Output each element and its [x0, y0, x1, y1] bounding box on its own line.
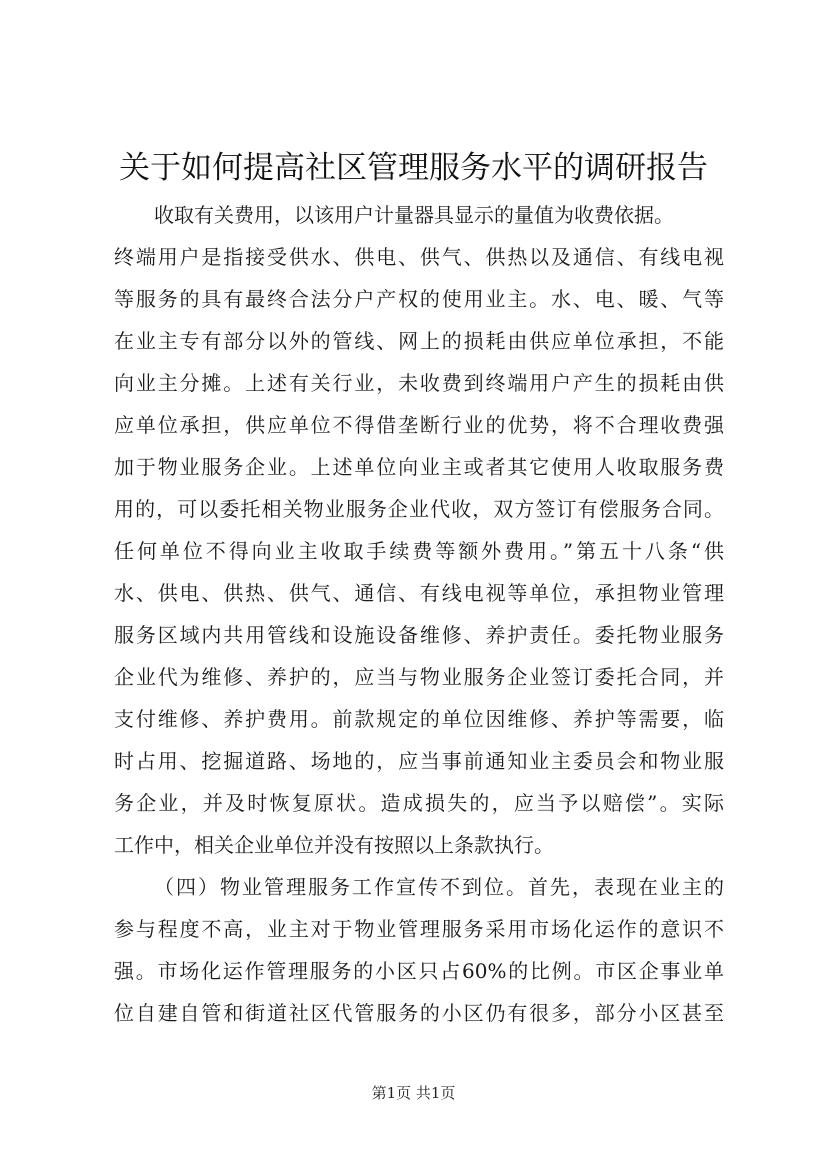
text-line: 强。市场化运作管理服务的小区只占60%的比例。市区企事业单 [114, 959, 724, 983]
text-line: 加于物业服务企业。上述单位向业主或者其它使用人收取服务费 [114, 455, 724, 479]
text-line: 用的，可以委托相关物业服务企业代收，双方签订有偿服务合同。 [114, 497, 724, 521]
text-line: （四）物业管理服务工作宣传不到位。首先，表现在业主的 [154, 875, 724, 899]
text-line: 支付维修、养护费用。前款规定的单位因维修、养护等需要，临 [114, 707, 724, 731]
text-line: 企业代为维修、养护的，应当与物业服务企业签订委托合同，并 [114, 665, 724, 689]
text-line: 在业主专有部分以外的管线、网上的损耗由供应单位承担，不能 [114, 329, 724, 353]
text-line: 等服务的具有最终合法分户产权的使用业主。水、电、暖、气等 [114, 287, 724, 311]
text-line: 向业主分摊。上述有关行业，未收费到终端用户产生的损耗由供 [114, 371, 724, 395]
text-line: 收取有关费用，以该用户计量器具显示的量值为收费依据。 [154, 203, 674, 227]
text-line: 终端用户是指接受供水、供电、供气、供热以及通信、有线电视 [114, 245, 724, 269]
text-line: 参与程度不高，业主对于物业管理服务采用市场化运作的意识不 [114, 917, 724, 941]
text-line: 位自建自管和街道社区代管服务的小区仍有很多，部分小区甚至 [114, 1001, 724, 1025]
document-title: 关于如何提高社区管理服务水平的调研报告 [119, 150, 708, 186]
document-body [114, 194, 724, 1034]
text-line: 应单位承担，供应单位不得借垄断行业的优势，将不合理收费强 [114, 413, 724, 437]
text-line: 服务区域内共用管线和设施设备维修、养护责任。委托物业服务 [114, 623, 724, 647]
text-line: 时占用、挖掘道路、场地的，应当事前通知业主委员会和物业服 [114, 749, 724, 773]
text-line: 任何单位不得向业主收取手续费等额外费用。”第五十八条“供 [114, 539, 724, 563]
page-number-footer: 第1页 共1页 [371, 1084, 456, 1102]
text-line: 工作中，相关企业单位并没有按照以上条款执行。 [114, 833, 554, 857]
text-line: 水、供电、供热、供气、通信、有线电视等单位，承担物业管理 [114, 581, 724, 605]
text-line: 务企业，并及时恢复原状。造成损失的，应当予以赔偿”。实际 [114, 791, 724, 815]
